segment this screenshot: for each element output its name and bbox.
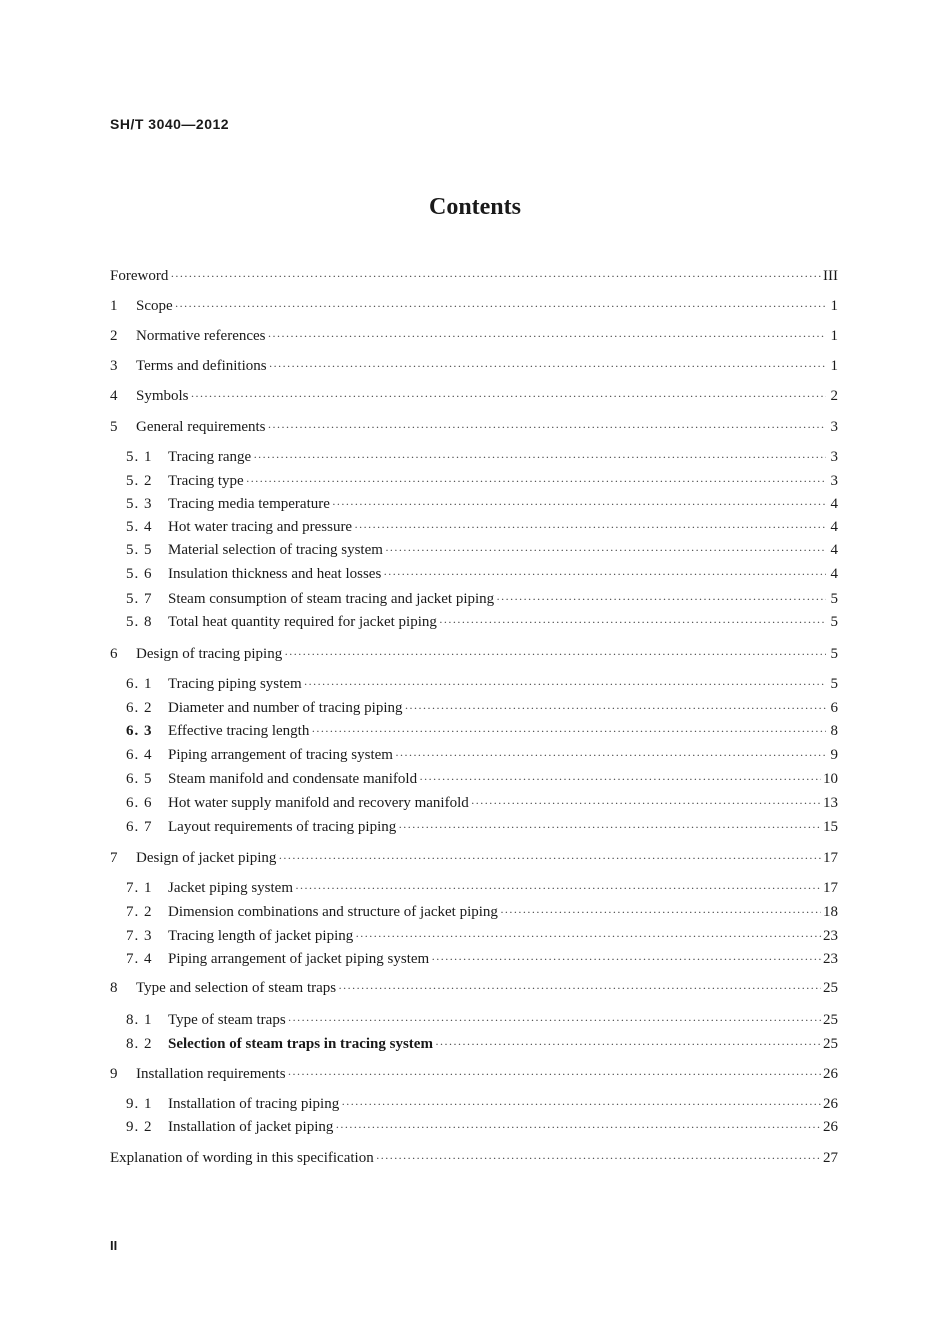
toc-entry-page: 23 bbox=[823, 928, 838, 944]
toc-entry-page: 1 bbox=[830, 328, 838, 344]
dot-leader bbox=[288, 1013, 821, 1028]
toc-entry-page: 4 bbox=[830, 542, 838, 558]
toc-entry-number: 5. 2 bbox=[126, 473, 153, 489]
toc-entry-number: 6 bbox=[110, 646, 118, 662]
toc-entry-number: 6. 4 bbox=[126, 747, 153, 763]
toc-entry-6[interactable] bbox=[110, 646, 838, 668]
toc-entry-8-2[interactable] bbox=[126, 1036, 838, 1058]
toc-entry-page: 1 bbox=[830, 358, 838, 374]
dot-leader bbox=[338, 981, 821, 996]
toc-entry-number: 1 bbox=[110, 298, 118, 314]
dot-leader bbox=[405, 701, 826, 716]
toc-entry-title: Tracing piping system bbox=[168, 676, 302, 692]
toc-entry-number: 7. 3 bbox=[126, 928, 153, 944]
toc-entry-title: Type of steam traps bbox=[168, 1012, 286, 1028]
toc-entry-number: 6. 5 bbox=[126, 771, 153, 787]
toc-entry-title: Piping arrangement of tracing system bbox=[168, 747, 393, 763]
toc-entry-page: 4 bbox=[830, 519, 838, 535]
toc-entry-page: 10 bbox=[823, 771, 838, 787]
toc-entry-7-1[interactable] bbox=[126, 880, 838, 902]
toc-entry-6-6[interactable] bbox=[126, 795, 838, 817]
toc-entry-6-2[interactable] bbox=[126, 700, 838, 722]
toc-entry-9-1[interactable] bbox=[126, 1096, 838, 1118]
toc-entry-3[interactable] bbox=[110, 358, 838, 380]
toc-entry-title: Tracing range bbox=[168, 449, 252, 465]
dot-leader bbox=[288, 1067, 821, 1082]
dot-leader bbox=[341, 1097, 821, 1112]
page-title: Contents bbox=[428, 194, 521, 220]
dot-leader bbox=[383, 567, 826, 582]
toc-entry-number: 5. 8 bbox=[126, 614, 153, 630]
toc-entry-5-2[interactable] bbox=[126, 473, 838, 495]
toc-entry-page: 25 bbox=[823, 1036, 838, 1052]
toc-entry-title: Installation requirements bbox=[136, 1066, 286, 1082]
toc-entry-explanation[interactable] bbox=[110, 1150, 838, 1172]
toc-entry-5-8[interactable] bbox=[126, 614, 838, 636]
toc-entry-title: Design of jacket piping bbox=[136, 850, 277, 866]
dot-leader bbox=[284, 647, 826, 662]
toc-entry-page: 3 bbox=[830, 449, 838, 465]
toc-entry-5-6[interactable] bbox=[126, 566, 838, 588]
dot-leader bbox=[496, 592, 826, 607]
toc-entry-title: Selection of steam traps in tracing system bbox=[168, 1036, 433, 1052]
toc-entry-title: Foreword bbox=[110, 268, 169, 284]
dot-leader bbox=[354, 520, 826, 535]
toc-entry-title: Effective tracing length bbox=[168, 723, 310, 739]
toc-entry-title: General requirements bbox=[136, 419, 266, 435]
toc-entry-5-7[interactable] bbox=[126, 591, 838, 613]
toc-entry-5-4[interactable] bbox=[126, 519, 838, 541]
toc-entry-number: 5. 1 bbox=[126, 449, 153, 465]
toc-entry-6-3[interactable] bbox=[126, 723, 838, 745]
toc-entry-title: Material selection of tracing system bbox=[168, 542, 383, 558]
toc-entry-page: 3 bbox=[830, 419, 838, 435]
toc-entry-number: 5 bbox=[110, 419, 118, 435]
toc-entry-number: 6. 1 bbox=[126, 676, 153, 692]
toc-entry-4[interactable] bbox=[110, 388, 838, 410]
toc-entry-number: 4 bbox=[110, 388, 118, 404]
dot-leader bbox=[311, 724, 826, 739]
toc-entry-title: Scope bbox=[136, 298, 173, 314]
toc-entry-page: 2 bbox=[830, 388, 838, 404]
toc-entry-title: Tracing length of jacket piping bbox=[168, 928, 354, 944]
toc-entry-title: Symbols bbox=[136, 388, 189, 404]
toc-entry-7-3[interactable] bbox=[126, 928, 838, 950]
toc-entry-number: 6. 6 bbox=[126, 795, 153, 811]
toc-entry-title: Hot water tracing and pressure bbox=[168, 519, 353, 535]
toc-entry-page: 23 bbox=[823, 951, 838, 967]
toc-entry-page: 9 bbox=[830, 747, 838, 763]
standard-code: SH/T 3040—2012 bbox=[110, 116, 230, 132]
toc-entry-page: 8 bbox=[830, 723, 838, 739]
toc-entry-page: III bbox=[823, 268, 838, 284]
toc-entry-number: 6. 7 bbox=[126, 819, 153, 835]
toc-entry-number: 7. 2 bbox=[126, 904, 153, 920]
toc-entry-page: 5 bbox=[830, 646, 838, 662]
toc-entry-title: Jacket piping system bbox=[168, 880, 293, 896]
toc-entry-number: 9. 1 bbox=[126, 1096, 153, 1112]
toc-entry-number: 7 bbox=[110, 850, 118, 866]
toc-entry-page: 6 bbox=[830, 700, 838, 716]
toc-entry-title: Design of tracing piping bbox=[136, 646, 283, 662]
toc-entry-page: 13 bbox=[823, 795, 838, 811]
toc-entry-page: 15 bbox=[823, 819, 838, 835]
toc-entry-number: 5. 5 bbox=[126, 542, 153, 558]
toc-entry-title: Layout requirements of tracing piping bbox=[168, 819, 397, 835]
toc-entry-5-1[interactable] bbox=[126, 449, 838, 471]
toc-entry-title: Installation of jacket piping bbox=[168, 1119, 334, 1135]
dot-leader bbox=[269, 359, 826, 374]
toc-entry-5-3[interactable] bbox=[126, 496, 838, 518]
toc-entry-number: 9 bbox=[110, 1066, 118, 1082]
toc-entry-2[interactable] bbox=[110, 328, 838, 350]
toc-entry-page: 26 bbox=[823, 1096, 838, 1112]
dot-leader bbox=[268, 329, 826, 344]
toc-entry-title: Piping arrangement of jacket piping system bbox=[168, 951, 430, 967]
toc-entry-number: 8. 2 bbox=[126, 1036, 153, 1052]
dot-leader bbox=[439, 615, 826, 630]
toc-entry-page: 5 bbox=[830, 676, 838, 692]
toc-entry-title: Total heat quantity required for jacket piping bbox=[168, 614, 437, 630]
toc-entry-number: 6. 2 bbox=[126, 700, 153, 716]
toc-entry-number: 3 bbox=[110, 358, 118, 374]
dot-leader bbox=[435, 1037, 821, 1052]
toc-entry-page: 26 bbox=[823, 1066, 838, 1082]
toc-entry-page: 4 bbox=[830, 496, 838, 512]
toc-entry-title: Tracing media temperature bbox=[168, 496, 330, 512]
toc-entry-number: 8 bbox=[110, 980, 118, 996]
toc-entry-title: Hot water supply manifold and recovery manifold bbox=[168, 795, 469, 811]
toc-entry-5[interactable] bbox=[110, 419, 838, 441]
toc-entry-9-2[interactable] bbox=[126, 1119, 838, 1141]
toc-entry-title: Normative references bbox=[136, 328, 266, 344]
dot-leader bbox=[278, 851, 821, 866]
toc-entry-number: 2 bbox=[110, 328, 118, 344]
toc-entry-title: Type and selection of steam traps bbox=[136, 980, 337, 996]
toc-entry-number: 5. 3 bbox=[126, 496, 153, 512]
toc-entry-number: 9. 2 bbox=[126, 1119, 153, 1135]
toc-entry-6-7[interactable] bbox=[126, 819, 838, 841]
toc-entry-7-4[interactable] bbox=[126, 951, 838, 973]
dot-leader bbox=[376, 1151, 821, 1166]
dot-leader bbox=[175, 299, 826, 314]
dot-leader bbox=[295, 881, 821, 896]
toc-entry-title: Insulation thickness and heat losses bbox=[168, 566, 382, 582]
toc-entry-number: 5. 6 bbox=[126, 566, 153, 582]
toc-entry-number: 7. 1 bbox=[126, 880, 153, 896]
toc-entry-page: 5 bbox=[830, 591, 838, 607]
toc-entry-page: 4 bbox=[830, 566, 838, 582]
dot-leader bbox=[304, 677, 826, 692]
toc-entry-6-5[interactable] bbox=[126, 771, 838, 793]
dot-leader bbox=[253, 450, 826, 465]
toc-entry-page: 18 bbox=[823, 904, 838, 920]
dot-leader bbox=[332, 497, 826, 512]
toc-entry-8[interactable] bbox=[110, 980, 838, 1002]
toc-entry-9[interactable] bbox=[110, 1066, 838, 1088]
toc-entry-number: 8. 1 bbox=[126, 1012, 153, 1028]
dot-leader bbox=[355, 929, 821, 944]
toc-entry-title: Installation of tracing piping bbox=[168, 1096, 340, 1112]
dot-leader bbox=[431, 952, 821, 967]
toc-entry-title: Diameter and number of tracing piping bbox=[168, 700, 403, 716]
toc-entry-title: Tracing type bbox=[168, 473, 244, 489]
page-number: II bbox=[110, 1238, 118, 1253]
toc-entry-7[interactable] bbox=[110, 850, 838, 872]
dot-leader bbox=[246, 474, 826, 489]
toc-entry-title: Steam consumption of steam tracing and jacket piping bbox=[168, 591, 495, 607]
toc-entry-page: 25 bbox=[823, 980, 838, 996]
toc-entry-page: 27 bbox=[823, 1150, 838, 1166]
toc-entry-6-1[interactable] bbox=[126, 676, 838, 698]
toc-entry-number: 5. 7 bbox=[126, 591, 153, 607]
dot-leader bbox=[500, 905, 821, 920]
toc-entry-number: 5. 4 bbox=[126, 519, 153, 535]
dot-leader bbox=[419, 772, 821, 787]
toc-entry-5-5[interactable] bbox=[126, 542, 838, 564]
dot-leader bbox=[398, 820, 821, 835]
toc-entry-foreword[interactable] bbox=[110, 268, 838, 290]
toc-entry-page: 5 bbox=[830, 614, 838, 630]
toc-entry-page: 26 bbox=[823, 1119, 838, 1135]
toc-entry-title: Dimension combinations and structure of jacket piping bbox=[168, 904, 498, 920]
dot-leader bbox=[170, 269, 821, 284]
toc-entry-6-4[interactable] bbox=[126, 747, 838, 769]
dot-leader bbox=[395, 748, 826, 763]
dot-leader bbox=[385, 543, 826, 558]
toc-entry-8-1[interactable] bbox=[126, 1012, 838, 1034]
dot-leader bbox=[471, 796, 821, 811]
dot-leader bbox=[335, 1120, 821, 1135]
toc-entry-page: 25 bbox=[823, 1012, 838, 1028]
toc-entry-page: 17 bbox=[823, 850, 838, 866]
toc-entry-number: 6. 3 bbox=[126, 723, 153, 739]
toc-entry-page: 3 bbox=[830, 473, 838, 489]
toc-entry-title: Steam manifold and condensate manifold bbox=[168, 771, 418, 787]
toc-entry-7-2[interactable] bbox=[126, 904, 838, 926]
toc-entry-title: Explanation of wording in this specification bbox=[110, 1150, 374, 1166]
toc-entry-number: 7. 4 bbox=[126, 951, 153, 967]
dot-leader bbox=[268, 420, 826, 435]
toc-entry-1[interactable] bbox=[110, 298, 838, 320]
dot-leader bbox=[191, 389, 826, 404]
toc-entry-page: 17 bbox=[823, 880, 838, 896]
toc-entry-title: Terms and definitions bbox=[136, 358, 267, 374]
toc-entry-page: 1 bbox=[830, 298, 838, 314]
